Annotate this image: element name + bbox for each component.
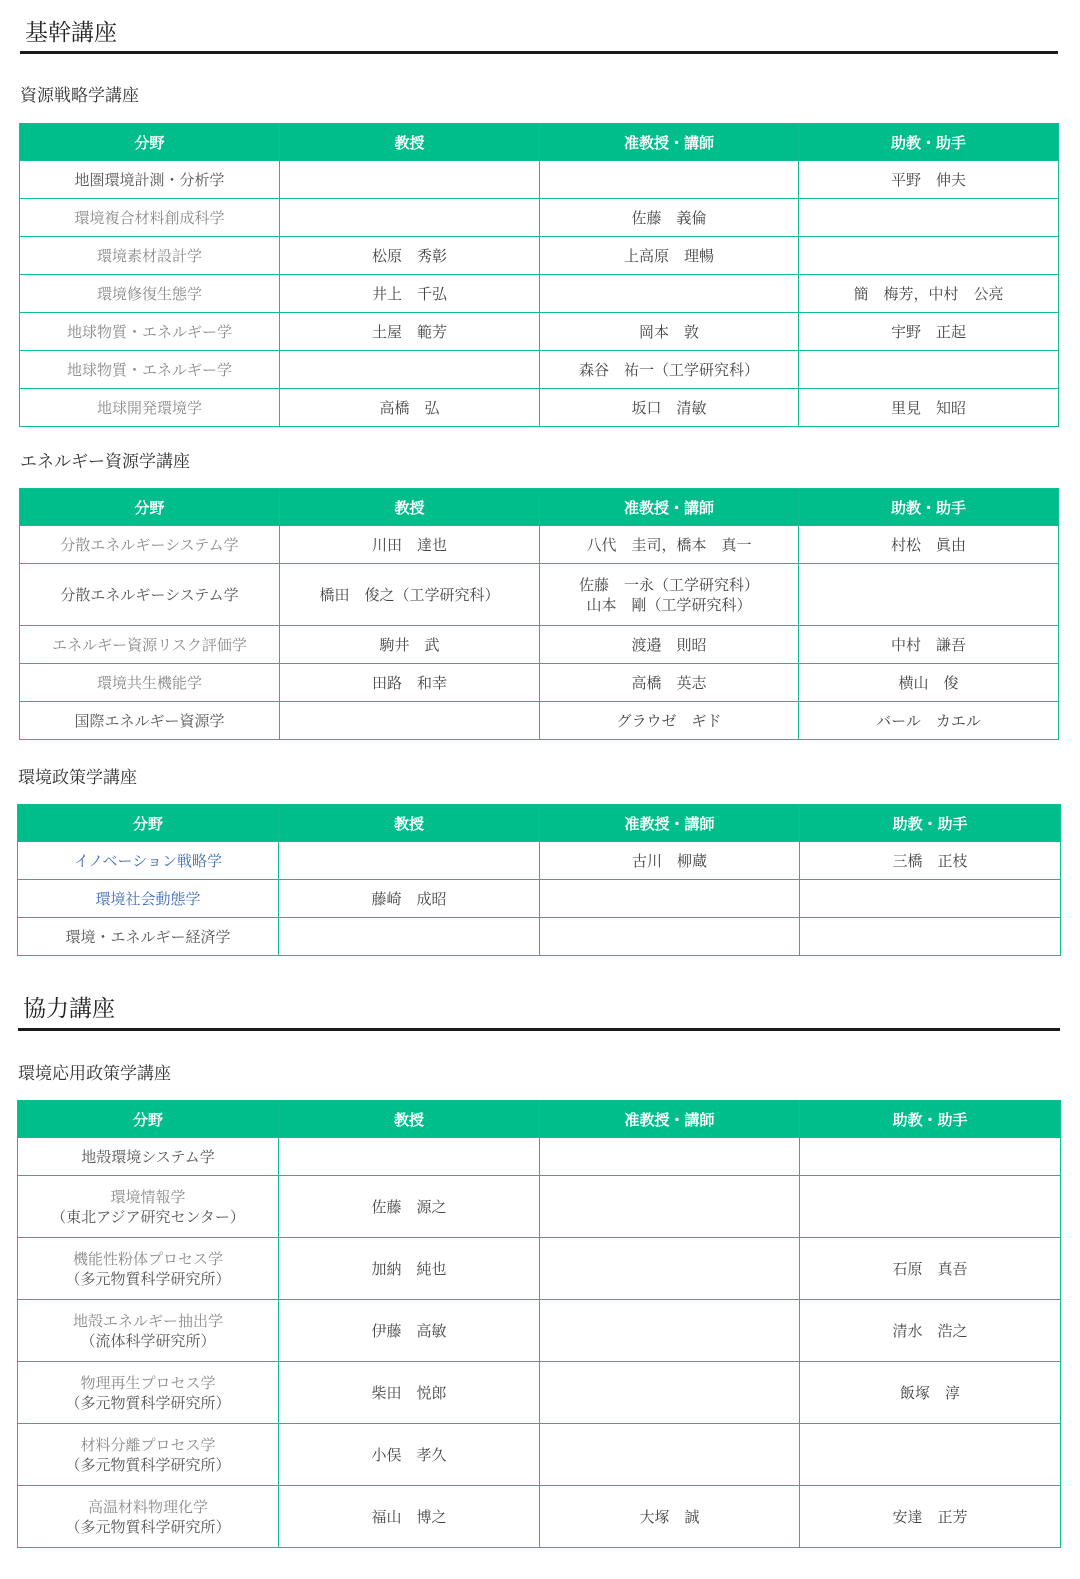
assistant-cell bbox=[800, 880, 1061, 918]
professor-cell bbox=[279, 1138, 540, 1176]
associate-line: 佐藤 一永（工学研究科） bbox=[578, 575, 759, 594]
field-cell bbox=[18, 1424, 279, 1486]
assistant-cell bbox=[800, 1138, 1061, 1176]
professor-cell: 田路 和幸 bbox=[280, 664, 540, 702]
table-row bbox=[18, 1424, 1061, 1486]
table-header-row bbox=[20, 489, 1059, 526]
associate-cell bbox=[540, 275, 799, 313]
header-associate: 准教授・講師 bbox=[540, 1101, 800, 1138]
assistant-cell bbox=[799, 237, 1059, 275]
assistant-cell: 三橋 正枝 bbox=[800, 842, 1061, 880]
table-header-row bbox=[20, 124, 1059, 161]
professor-cell: 川田 達也 bbox=[280, 526, 540, 564]
table-row bbox=[20, 237, 1059, 275]
assistant-cell: 平野 伸夫 bbox=[799, 161, 1059, 199]
professor-cell: 小俣 孝久 bbox=[279, 1424, 540, 1486]
field-affiliation: （流体科学研究所） bbox=[80, 1331, 216, 1350]
field-affiliation: （多元物質科学研究所） bbox=[65, 1455, 231, 1474]
field-name: 物理再生プロセス学 bbox=[80, 1373, 216, 1392]
staff-table bbox=[19, 488, 1059, 740]
table-row bbox=[20, 199, 1059, 237]
associate-cell bbox=[540, 1300, 800, 1362]
table-row bbox=[18, 1238, 1061, 1300]
assistant-cell: 飯塚 淳 bbox=[800, 1362, 1061, 1424]
professor-cell: 松原 秀彰 bbox=[280, 237, 540, 275]
header-associate: 准教授・講師 bbox=[540, 124, 799, 161]
section-divider bbox=[20, 51, 1058, 54]
associate-cell: 上高原 理暢 bbox=[540, 237, 799, 275]
field-name: 環境情報学 bbox=[110, 1187, 186, 1206]
table-row bbox=[20, 564, 1059, 626]
table-row bbox=[18, 1300, 1061, 1362]
associate-cell: 岡本 敦 bbox=[540, 313, 799, 351]
staff-table bbox=[17, 1100, 1061, 1548]
associate-cell: 渡邉 則昭 bbox=[540, 626, 799, 664]
table-row bbox=[18, 1362, 1061, 1424]
field-cell bbox=[18, 1176, 279, 1238]
assistant-cell: 村松 眞由 bbox=[799, 526, 1059, 564]
staff-table bbox=[17, 804, 1061, 956]
field-cell bbox=[18, 1238, 279, 1300]
professor-cell bbox=[280, 702, 540, 740]
section-divider bbox=[18, 1028, 1060, 1031]
header-assistant: 助教・助手 bbox=[800, 805, 1061, 842]
group-title: エネルギー資源学講座 bbox=[20, 452, 190, 472]
associate-cell bbox=[540, 1176, 800, 1238]
section-title: 基幹講座 bbox=[25, 20, 117, 46]
professor-cell: 柴田 悦郎 bbox=[279, 1362, 540, 1424]
associate-cell: 坂口 清敏 bbox=[540, 389, 799, 427]
professor-cell bbox=[280, 161, 540, 199]
table-row bbox=[18, 1138, 1061, 1176]
associate-cell: 森谷 祐一（工学研究科） bbox=[540, 351, 799, 389]
field-affiliation: （多元物質科学研究所） bbox=[65, 1269, 231, 1288]
assistant-cell: バール カエル bbox=[799, 702, 1059, 740]
assistant-cell: 安達 正芳 bbox=[800, 1486, 1061, 1548]
table-row bbox=[20, 161, 1059, 199]
field-cell bbox=[18, 1362, 279, 1424]
professor-cell bbox=[279, 842, 540, 880]
professor-cell: 藤崎 成昭 bbox=[279, 880, 540, 918]
associate-cell: 高橋 英志 bbox=[540, 664, 799, 702]
professor-cell: 佐藤 源之 bbox=[279, 1176, 540, 1238]
field-affiliation: （多元物質科学研究所） bbox=[65, 1517, 231, 1536]
assistant-cell bbox=[799, 199, 1059, 237]
professor-cell bbox=[279, 918, 540, 956]
table-row bbox=[18, 880, 1061, 918]
assistant-cell: 中村 謙吾 bbox=[799, 626, 1059, 664]
professor-cell: 福山 博之 bbox=[279, 1486, 540, 1548]
field-cell: 地球物質・エネルギー学 bbox=[20, 313, 280, 351]
header-field: 分野 bbox=[20, 489, 280, 526]
professor-cell: 加納 純也 bbox=[279, 1238, 540, 1300]
header-assistant: 助教・助手 bbox=[799, 489, 1059, 526]
table-row bbox=[18, 842, 1061, 880]
table-row bbox=[18, 918, 1061, 956]
professor-cell: 高橋 弘 bbox=[280, 389, 540, 427]
assistant-cell bbox=[799, 564, 1059, 626]
table-row bbox=[20, 664, 1059, 702]
table-row bbox=[20, 702, 1059, 740]
field-affiliation: （多元物質科学研究所） bbox=[65, 1393, 231, 1412]
field-cell: 地圏環境計測・分析学 bbox=[20, 161, 280, 199]
associate-cell bbox=[540, 564, 799, 626]
header-assistant: 助教・助手 bbox=[799, 124, 1059, 161]
assistant-cell bbox=[800, 918, 1061, 956]
field-name: 地殻エネルギー抽出学 bbox=[72, 1311, 223, 1330]
associate-cell bbox=[540, 1362, 800, 1424]
group-title: 資源戦略学講座 bbox=[20, 86, 139, 106]
table-row bbox=[20, 626, 1059, 664]
header-associate: 准教授・講師 bbox=[540, 805, 800, 842]
header-associate: 准教授・講師 bbox=[540, 489, 799, 526]
assistant-cell: 石原 真吾 bbox=[800, 1238, 1061, 1300]
assistant-cell bbox=[800, 1424, 1061, 1486]
assistant-cell bbox=[799, 351, 1059, 389]
associate-cell bbox=[540, 161, 799, 199]
table-row bbox=[20, 389, 1059, 427]
table-row bbox=[18, 1486, 1061, 1548]
table-row bbox=[20, 313, 1059, 351]
associate-cell: 八代 圭司，橋本 真一 bbox=[540, 526, 799, 564]
field-cell: 分散エネルギーシステム学 bbox=[20, 526, 280, 564]
field-name: 材料分離プロセス学 bbox=[80, 1435, 216, 1454]
table-row bbox=[20, 351, 1059, 389]
field-cell: 環境・エネルギー経済学 bbox=[18, 918, 279, 956]
professor-cell: 伊藤 高敏 bbox=[279, 1300, 540, 1362]
field-cell: 国際エネルギー資源学 bbox=[20, 702, 280, 740]
field-cell: エネルギー資源リスク評価学 bbox=[20, 626, 280, 664]
table-row bbox=[18, 1176, 1061, 1238]
associate-cell: 古川 柳蔵 bbox=[540, 842, 800, 880]
header-field: 分野 bbox=[20, 124, 280, 161]
table-row bbox=[20, 275, 1059, 313]
professor-cell bbox=[280, 351, 540, 389]
assistant-cell: 清水 浩之 bbox=[800, 1300, 1061, 1362]
table-row bbox=[20, 526, 1059, 564]
header-field: 分野 bbox=[18, 805, 279, 842]
staff-table bbox=[19, 123, 1059, 427]
field-cell: 地球開発環境学 bbox=[20, 389, 280, 427]
group-title: 環境政策学講座 bbox=[18, 768, 137, 788]
professor-cell: 井上 千弘 bbox=[280, 275, 540, 313]
assistant-cell: 宇野 正起 bbox=[799, 313, 1059, 351]
field-cell: 環境共生機能学 bbox=[20, 664, 280, 702]
field-cell: 環境素材設計学 bbox=[20, 237, 280, 275]
group-title: 環境応用政策学講座 bbox=[18, 1064, 171, 1084]
field-cell: 環境複合材料創成科学 bbox=[20, 199, 280, 237]
associate-cell bbox=[540, 1424, 800, 1486]
associate-cell bbox=[540, 1238, 800, 1300]
associate-cell: グラウゼ ギド bbox=[540, 702, 799, 740]
professor-cell bbox=[280, 199, 540, 237]
assistant-cell: 横山 俊 bbox=[799, 664, 1059, 702]
header-professor: 教授 bbox=[280, 124, 540, 161]
associate-cell: 佐藤 義倫 bbox=[540, 199, 799, 237]
assistant-cell: 簡 梅芳，中村 公亮 bbox=[799, 275, 1059, 313]
professor-cell: 駒井 武 bbox=[280, 626, 540, 664]
header-assistant: 助教・助手 bbox=[800, 1101, 1061, 1138]
field-link[interactable]: 環境社会動態学 bbox=[18, 880, 279, 918]
table-header-row bbox=[18, 805, 1061, 842]
associate-cell bbox=[540, 880, 800, 918]
associate-cell bbox=[540, 1138, 800, 1176]
header-professor: 教授 bbox=[280, 489, 540, 526]
associate-cell bbox=[540, 918, 800, 956]
header-field: 分野 bbox=[18, 1101, 279, 1138]
field-name: 機能性粉体プロセス学 bbox=[72, 1249, 223, 1268]
field-affiliation: （東北アジア研究センター） bbox=[51, 1207, 245, 1226]
field-cell bbox=[18, 1486, 279, 1548]
header-professor: 教授 bbox=[279, 1101, 540, 1138]
associate-cell: 大塚 誠 bbox=[540, 1486, 800, 1548]
header-professor: 教授 bbox=[279, 805, 540, 842]
assistant-cell: 里見 知昭 bbox=[799, 389, 1059, 427]
field-cell bbox=[18, 1300, 279, 1362]
field-name: 高温材料物理化学 bbox=[87, 1497, 208, 1516]
field-link[interactable]: イノベーション戦略学 bbox=[18, 842, 279, 880]
assistant-cell bbox=[800, 1176, 1061, 1238]
associate-line: 山本 剛（工学研究科） bbox=[586, 595, 752, 614]
field-cell: 地球物質・エネルギー学 bbox=[20, 351, 280, 389]
professor-cell: 橋田 俊之（工学研究科） bbox=[280, 564, 540, 626]
field-cell: 地殻環境システム学 bbox=[18, 1138, 279, 1176]
professor-cell: 土屋 範芳 bbox=[280, 313, 540, 351]
section-title: 協力講座 bbox=[23, 996, 115, 1022]
field-cell: 分散エネルギーシステム学 bbox=[20, 564, 280, 626]
table-header-row bbox=[18, 1101, 1061, 1138]
field-cell: 環境修復生態学 bbox=[20, 275, 280, 313]
